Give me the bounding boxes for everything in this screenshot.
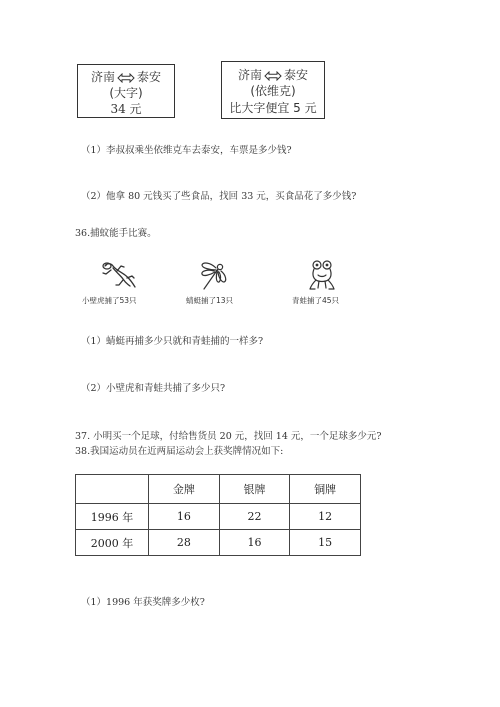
question-food-cost: （2）他拿 80 元钱买了些食品，找回 33 元，买食品花了多少钱? [81,191,357,202]
question-1996-total: （1）1996 年获奖牌多少枚? [81,597,205,608]
problem-37: 37. 小明买一个足球，付给售货员 20 元，找回 14 元，一个足球多少元? [75,431,382,442]
ticket-price: 34 元 [110,102,142,116]
ticket-route [78,68,174,85]
route-to: 泰安 [137,70,162,84]
ticket-route [222,66,324,83]
table-header-silver: 银牌 [219,475,290,504]
question-dragonfly-more: （1）蜻蜓再捕多少只就和青蛙捕的一样多? [81,336,264,347]
table-cell-silver: 22 [219,504,290,530]
problem-38-title: 38.我国运动员在近两届运动会上获奖牌情况如下: [75,446,284,457]
question-gecko-frog-total: （2）小壁虎和青蛙共捕了多少只? [81,383,226,394]
table-cell-silver: 16 [219,530,290,556]
medal-table [75,474,361,556]
table-row [76,530,361,556]
table-row-year: 2000 年 [76,530,149,556]
table-row [76,504,361,530]
ticket-price: 比大字便宜 5 元 [229,101,317,115]
route-to: 泰安 [284,68,309,82]
table-cell-gold: 16 [149,504,220,530]
table-row-year: 1996 年 [76,504,149,530]
table-cell-bronze: 12 [290,504,361,530]
dragonfly-icon [196,259,230,293]
ticket-bus [77,64,175,118]
frog-caption: 青蛙捕了45只 [292,296,340,305]
ticket-type: (依维克) [250,84,296,98]
ticket-type: (大字) [109,86,143,100]
route-from: 济南 [237,68,262,82]
table-header-bronze: 铜牌 [290,475,361,504]
problem-36-title: 36.捕蚊能手比赛。 [75,228,157,239]
route-from: 济南 [90,70,115,84]
gecko-icon [97,259,139,291]
table-header-blank [76,475,149,504]
frog-icon [307,259,337,293]
double-arrow-icon [264,71,282,81]
table-cell-bronze: 15 [290,530,361,556]
double-arrow-icon [117,73,135,83]
dragonfly-caption: 蜻蜓捕了13只 [186,296,234,305]
question-ticket-price: （1）李叔叔乘坐依维克车去泰安，车票是多少钱? [81,145,292,156]
table-header-gold: 金牌 [149,475,220,504]
gecko-caption: 小壁虎捕了53只 [82,296,137,305]
table-header-row [76,475,361,504]
table-cell-gold: 28 [149,530,220,556]
ticket-van [221,61,325,119]
